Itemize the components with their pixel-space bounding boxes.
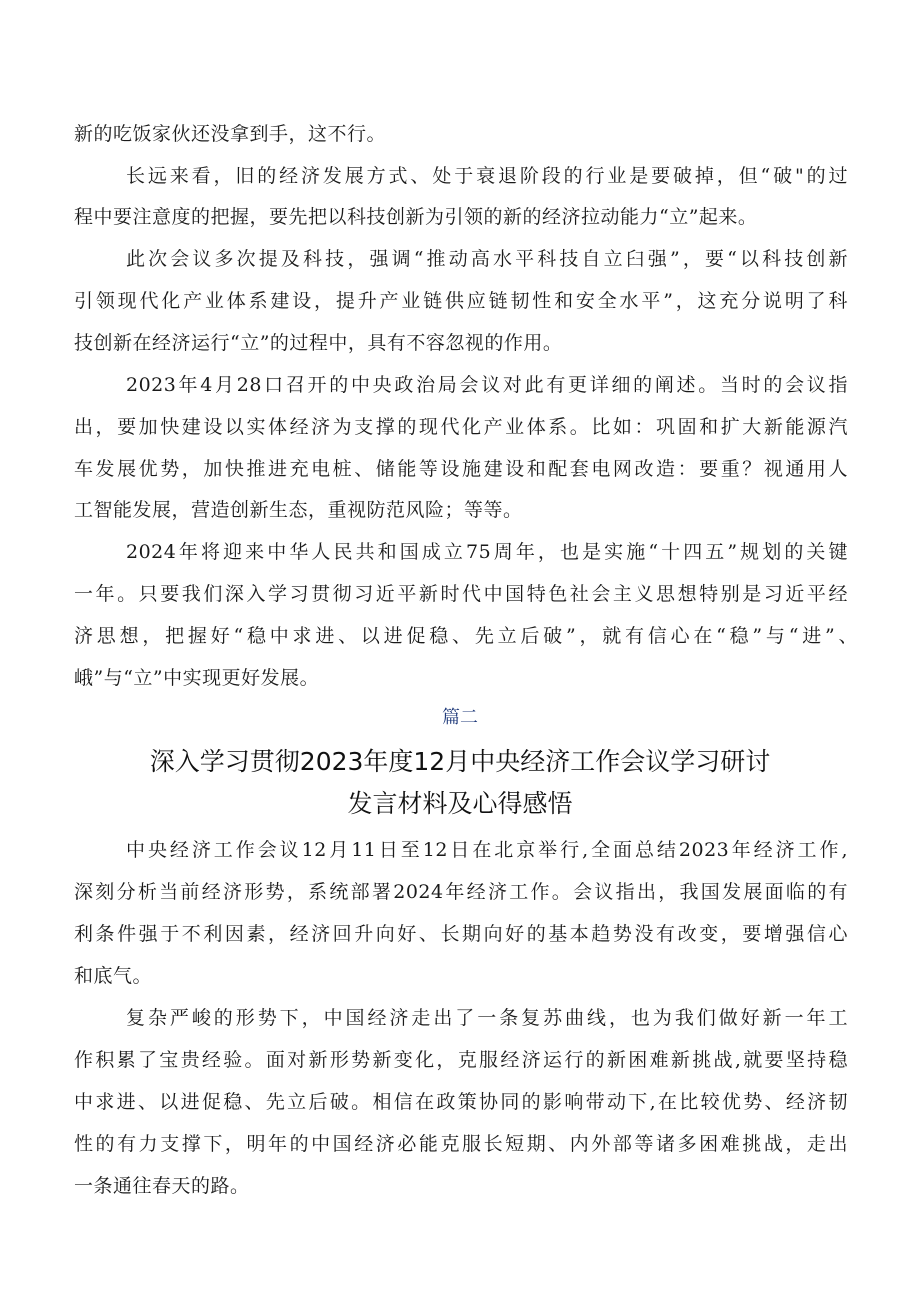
paragraph-line: 程中要注意度的把握，要先把以科技创新为引领的新的经济拉动能力“立”起来。 — [74, 206, 758, 228]
article-title-line-1: 深入学习贯彻2023年度12月中央经济工作会议学习研讨 — [149, 747, 771, 776]
paragraph-line: 出，要加快建设以实体经济为支撑的现代化产业体系。比如：巩固和扩大新能源汽 — [74, 416, 848, 438]
paragraph-line: 车发展优势，加快推进充电桩、储能等设施建设和配套电网改造：要重？视通用人 — [74, 458, 848, 480]
article-title-line-2: 发言材料及心得感悟 — [347, 789, 573, 818]
paragraph-line: 和底气。 — [74, 965, 153, 987]
paragraph-line: 技创新在经济运行“立”的过程中，具有不容忽视的作用。 — [74, 332, 563, 354]
paragraph-line: 济思想，把握好“稳中求进、以进促稳、先立后破”，就有信心在“稳”与“进”、 — [74, 625, 858, 647]
paragraph-line: 利条件强于不利因素，经济回升向好、长期向好的基本趋势没有改变，要增强信心 — [74, 923, 848, 945]
paragraph-line: 一条通往春天的路。 — [74, 1175, 250, 1197]
paragraph-line: 此次会议多次提及科技，强调“推动高水平科技自立臼强”，要“以科技创新 — [126, 248, 848, 270]
paragraph-line: 新的吃饭家伙还没拿到手，这不行。 — [74, 123, 387, 145]
paragraph-line: 引领现代化产业体系建设，提升产业链供应链韧性和安全水平”，这充分说明了科 — [74, 290, 848, 312]
paragraph-line: 中求进、以进促稳、先立后破。相信在政策协同的影响带动下,在比较优势、经济韧 — [74, 1091, 848, 1113]
paragraph-line: 工智能发展，营造创新生态，重视防范风险；等等。 — [74, 499, 523, 521]
paragraph-line: 峨”与“立”中实现更好发展。 — [74, 667, 320, 689]
paragraph-line: 性的有力支撑下，明年的中国经济必能克服长短期、内外部等诸多困难挑战，走出 — [74, 1133, 848, 1155]
section-label: 篇二 — [442, 707, 478, 728]
paragraph-line: 作积累了宝贵经验。面对新形势新变化，克服经济运行的新困难新挑战,就要坚持稳 — [74, 1049, 848, 1071]
paragraph-line: 深刻分析当前经济形势，系统部署2024年经济工作。会议指出，我国发展面临的有 — [74, 881, 848, 903]
paragraph-line: 2024年将迎来中华人民共和国成立75周年，也是实施“十四五”规划的关键 — [126, 541, 848, 563]
paragraph-line: 复杂严峻的形势下，中国经济走出了一条复苏曲线，也为我们做好新一年工 — [126, 1007, 848, 1029]
paragraph-line: 中央经济工作会议12月11日至12日在北京举行,全面总结2023年经济工作, — [126, 839, 848, 861]
paragraph-line: 一年。只要我们深入学习贯彻习近平新时代中国特色社会主义思想特别是习近平经 — [74, 583, 848, 605]
paragraph-line: 2023年4月28口召开的中央政治局会议对此有更详细的阐述。当时的会议指 — [126, 374, 848, 396]
paragraph-line: 长远来看，旧的经济发展方式、处于衰退阶段的行业是要破掉，但“破"的过 — [126, 165, 848, 187]
